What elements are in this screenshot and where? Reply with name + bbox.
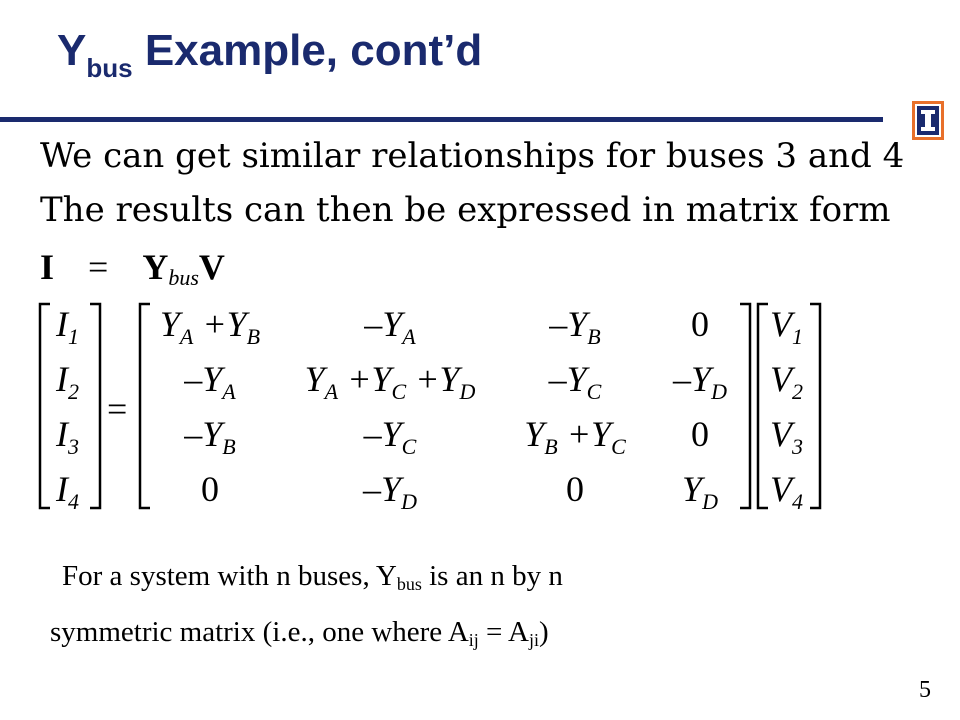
matrix-cell-3-2: $-Y_C$ <box>363 414 417 459</box>
voltage-entry-2: $V_2$ <box>770 359 803 404</box>
matrix-cell-1-1: $Y_A +Y_B$ <box>159 304 261 349</box>
matrix-equals-sign: = <box>107 389 128 429</box>
current-entry-3: $I_3$ <box>56 414 79 459</box>
matrix-cell-3-3: $Y_B +Y_C$ <box>524 414 626 459</box>
slide-title: $Y_{bus}$ Example, cont’d <box>57 26 483 83</box>
page-number: 5 <box>919 677 931 703</box>
matrix-cell-2-1: $-Y_A$ <box>184 359 236 404</box>
matrix-cell-2-3: $-Y_C$ <box>548 359 602 404</box>
matrix-cell-4-4: $Y_D$ <box>682 469 718 514</box>
matrix-cell-2-4: $-Y_D$ <box>673 359 727 404</box>
note-line-1: For a system with n buses, $Y_{bus}$ is an n by n <box>62 560 563 594</box>
matrix-cell-1-4: 0 <box>691 304 709 344</box>
matrix-cell-4-1: 0 <box>201 469 219 509</box>
current-entry-2: $I_2$ <box>56 359 79 404</box>
text-line-2: The results can then be expressed in matrix form <box>40 190 891 230</box>
text-line-1: We can get similar relationships for buses 3 and 4 <box>40 136 905 176</box>
matrix-cell-1-3: $-Y_B$ <box>549 304 601 349</box>
current-vector <box>55 304 79 514</box>
matrix-equation-short: $I = Y_{bus}V$ <box>40 247 225 290</box>
voltage-entry-3: $V_3$ <box>770 414 803 459</box>
university-logo-icon <box>912 101 944 140</box>
voltage-entry-1: $V_1$ <box>770 304 803 349</box>
matrix-cell-1-2: $-Y_A$ <box>364 304 416 349</box>
voltage-vector <box>770 304 803 514</box>
current-entry-1: $I_1$ <box>56 304 79 349</box>
matrix-cell-3-1: $-Y_B$ <box>184 414 236 459</box>
ybus-matrix-equation <box>0 296 960 526</box>
matrix-cell-2-2: $Y_A +Y_C +Y_D$ <box>304 359 476 404</box>
matrix-cell-4-2: $-Y_D$ <box>363 469 417 514</box>
voltage-entry-4: $V_4$ <box>770 469 803 514</box>
note-line-2: symmetric matrix (i.e., one where $A_{ij} = A_{ji}$) <box>50 616 549 650</box>
ybus-matrix <box>160 304 727 514</box>
current-entry-4: $I_4$ <box>56 469 79 514</box>
title-underline <box>0 117 883 122</box>
matrix-cell-3-4: 0 <box>691 414 709 454</box>
matrix-cell-4-3: 0 <box>566 469 584 509</box>
